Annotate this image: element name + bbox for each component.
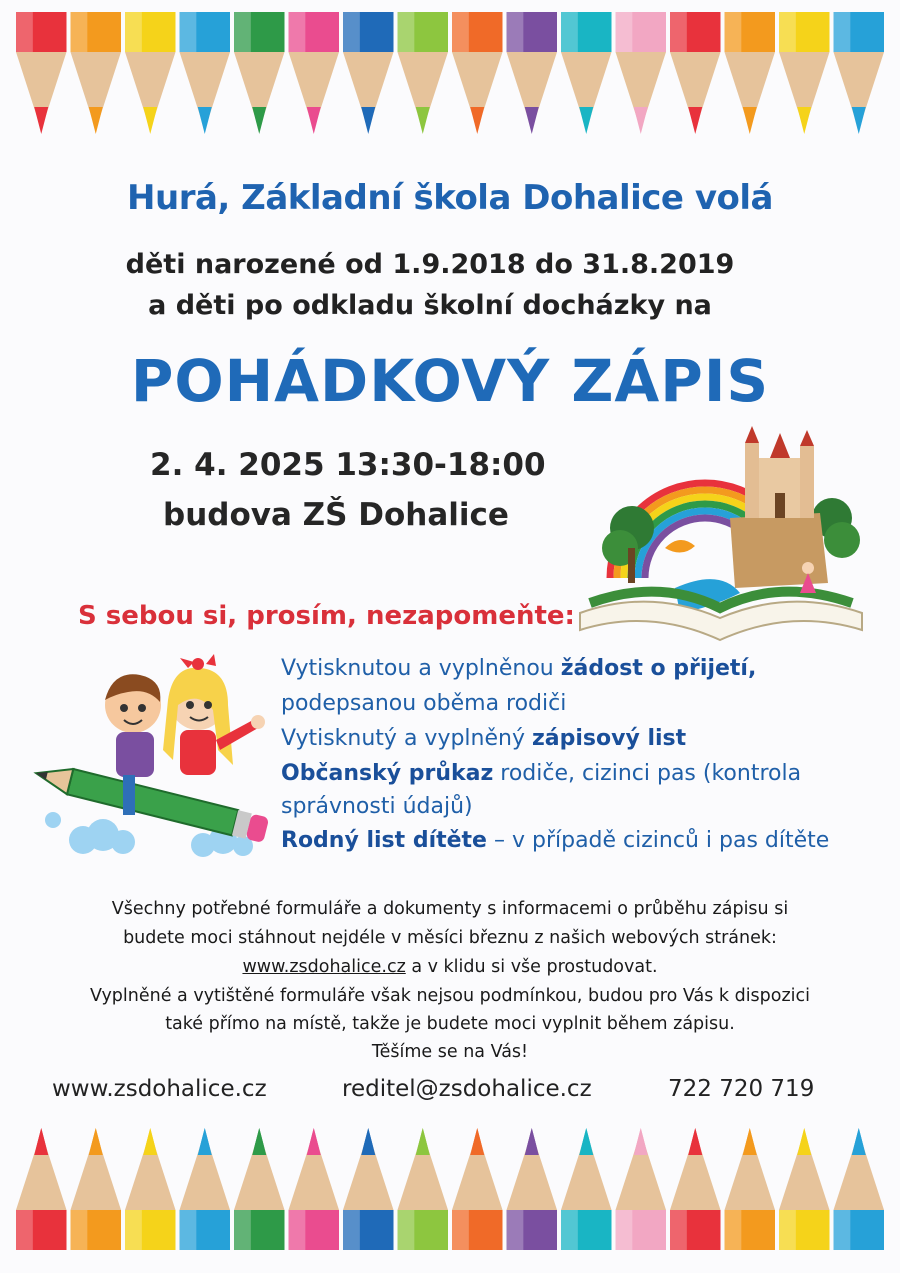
pencil bbox=[180, 12, 231, 134]
info-line-1: Všechny potřebné formuláře a dokumenty s informacemi o průběhu zápisu si bbox=[111, 899, 789, 919]
pencil bbox=[71, 12, 122, 134]
contact-website[interactable]: www.zsdohalice.cz bbox=[52, 1076, 267, 1102]
pencil bbox=[16, 1128, 67, 1250]
pencil bbox=[71, 1128, 122, 1250]
pencil bbox=[834, 1128, 885, 1250]
reminder-heading: S sebou si, prosím, nezapomeňte: bbox=[78, 601, 575, 631]
info-line-4: Vyplněné a vytištěné formuláře však nejsou podmínkou, budou pro Vás k dispozici bbox=[89, 986, 811, 1006]
pencil bbox=[616, 12, 667, 134]
requirement-enrollment-text: Vytisknutý a vyplněný bbox=[281, 726, 532, 751]
eligibility-line-2: a děti po odkladu školní docházky na bbox=[148, 290, 712, 321]
pencil bbox=[507, 12, 558, 134]
requirement-birth-certificate bbox=[281, 828, 829, 853]
pencil bbox=[125, 12, 176, 134]
requirement-application bbox=[281, 656, 756, 681]
pencil bbox=[834, 12, 885, 134]
pencil bbox=[398, 12, 449, 134]
contact-phone: 722 720 719 bbox=[668, 1076, 815, 1102]
requirement-enrollment-sheet bbox=[281, 726, 686, 751]
pencil bbox=[725, 1128, 776, 1250]
requirement-id-card-bold: Občanský průkaz bbox=[281, 761, 494, 786]
pencil bbox=[343, 1128, 394, 1250]
info-line-2: budete moci stáhnout nejdéle v měsíci březnu z našich webových stránek: bbox=[123, 928, 777, 948]
pencil bbox=[343, 12, 394, 134]
requirement-application-line-2: podepsanou oběma rodiči bbox=[281, 691, 567, 716]
info-line-3-text: a v klidu si vše prostudovat. bbox=[405, 957, 658, 977]
kids-on-pencil-illustration bbox=[28, 650, 273, 865]
requirement-application-bold: žádost o přijetí, bbox=[560, 656, 757, 681]
top-pencil-border bbox=[14, 12, 886, 140]
pencil bbox=[507, 1128, 558, 1250]
pencil bbox=[452, 12, 503, 134]
pencil bbox=[289, 12, 340, 134]
event-place: budova ZŠ Dohalice bbox=[163, 497, 509, 533]
requirement-id-card bbox=[281, 761, 801, 786]
pencil bbox=[180, 1128, 231, 1250]
requirement-enrollment-bold: zápisový list bbox=[531, 726, 687, 751]
pencil bbox=[779, 1128, 830, 1250]
requirement-id-card-text: rodiče, cizinci pas (kontrola bbox=[493, 761, 802, 786]
info-line-6: Těšíme se na Vás! bbox=[371, 1042, 529, 1062]
pencil bbox=[779, 12, 830, 134]
pencil bbox=[670, 1128, 721, 1250]
requirement-application-text: Vytisknutou a vyplněnou bbox=[281, 656, 561, 681]
fairytale-book-illustration bbox=[570, 408, 870, 653]
pencil bbox=[561, 12, 612, 134]
requirement-birth-certificate-bold: Rodný list dítěte bbox=[281, 828, 487, 853]
eligibility-line-1: děti narozené od 1.9.2018 do 31.8.2019 bbox=[125, 249, 735, 280]
pencil bbox=[561, 1128, 612, 1250]
requirement-birth-certificate-text: – v případě cizinců i pas dítěte bbox=[486, 828, 830, 853]
pencil bbox=[398, 1128, 449, 1250]
pencil bbox=[289, 1128, 340, 1250]
event-datetime: 2. 4. 2025 13:30-18:00 bbox=[150, 447, 546, 483]
pencil bbox=[125, 1128, 176, 1250]
website-link[interactable]: www.zsdohalice.cz bbox=[242, 957, 406, 977]
bottom-pencil-border bbox=[14, 1122, 886, 1250]
pencil bbox=[234, 1128, 285, 1250]
pencil bbox=[16, 12, 67, 134]
event-title: POHÁDKOVÝ ZÁPIS bbox=[130, 347, 770, 415]
pencil bbox=[670, 12, 721, 134]
contact-email[interactable]: reditel@zsdohalice.cz bbox=[342, 1076, 592, 1102]
pencil bbox=[452, 1128, 503, 1250]
info-line-5: také přímo na místě, takže je budete moci vyplnit během zápisu. bbox=[165, 1014, 735, 1034]
requirement-id-card-line-2: správnosti údajů) bbox=[281, 794, 473, 819]
pencil bbox=[616, 1128, 667, 1250]
pencil bbox=[234, 12, 285, 134]
pencil bbox=[725, 12, 776, 134]
headline: Hurá, Základní škola Dohalice volá bbox=[127, 178, 773, 218]
info-line-3 bbox=[30, 957, 870, 977]
